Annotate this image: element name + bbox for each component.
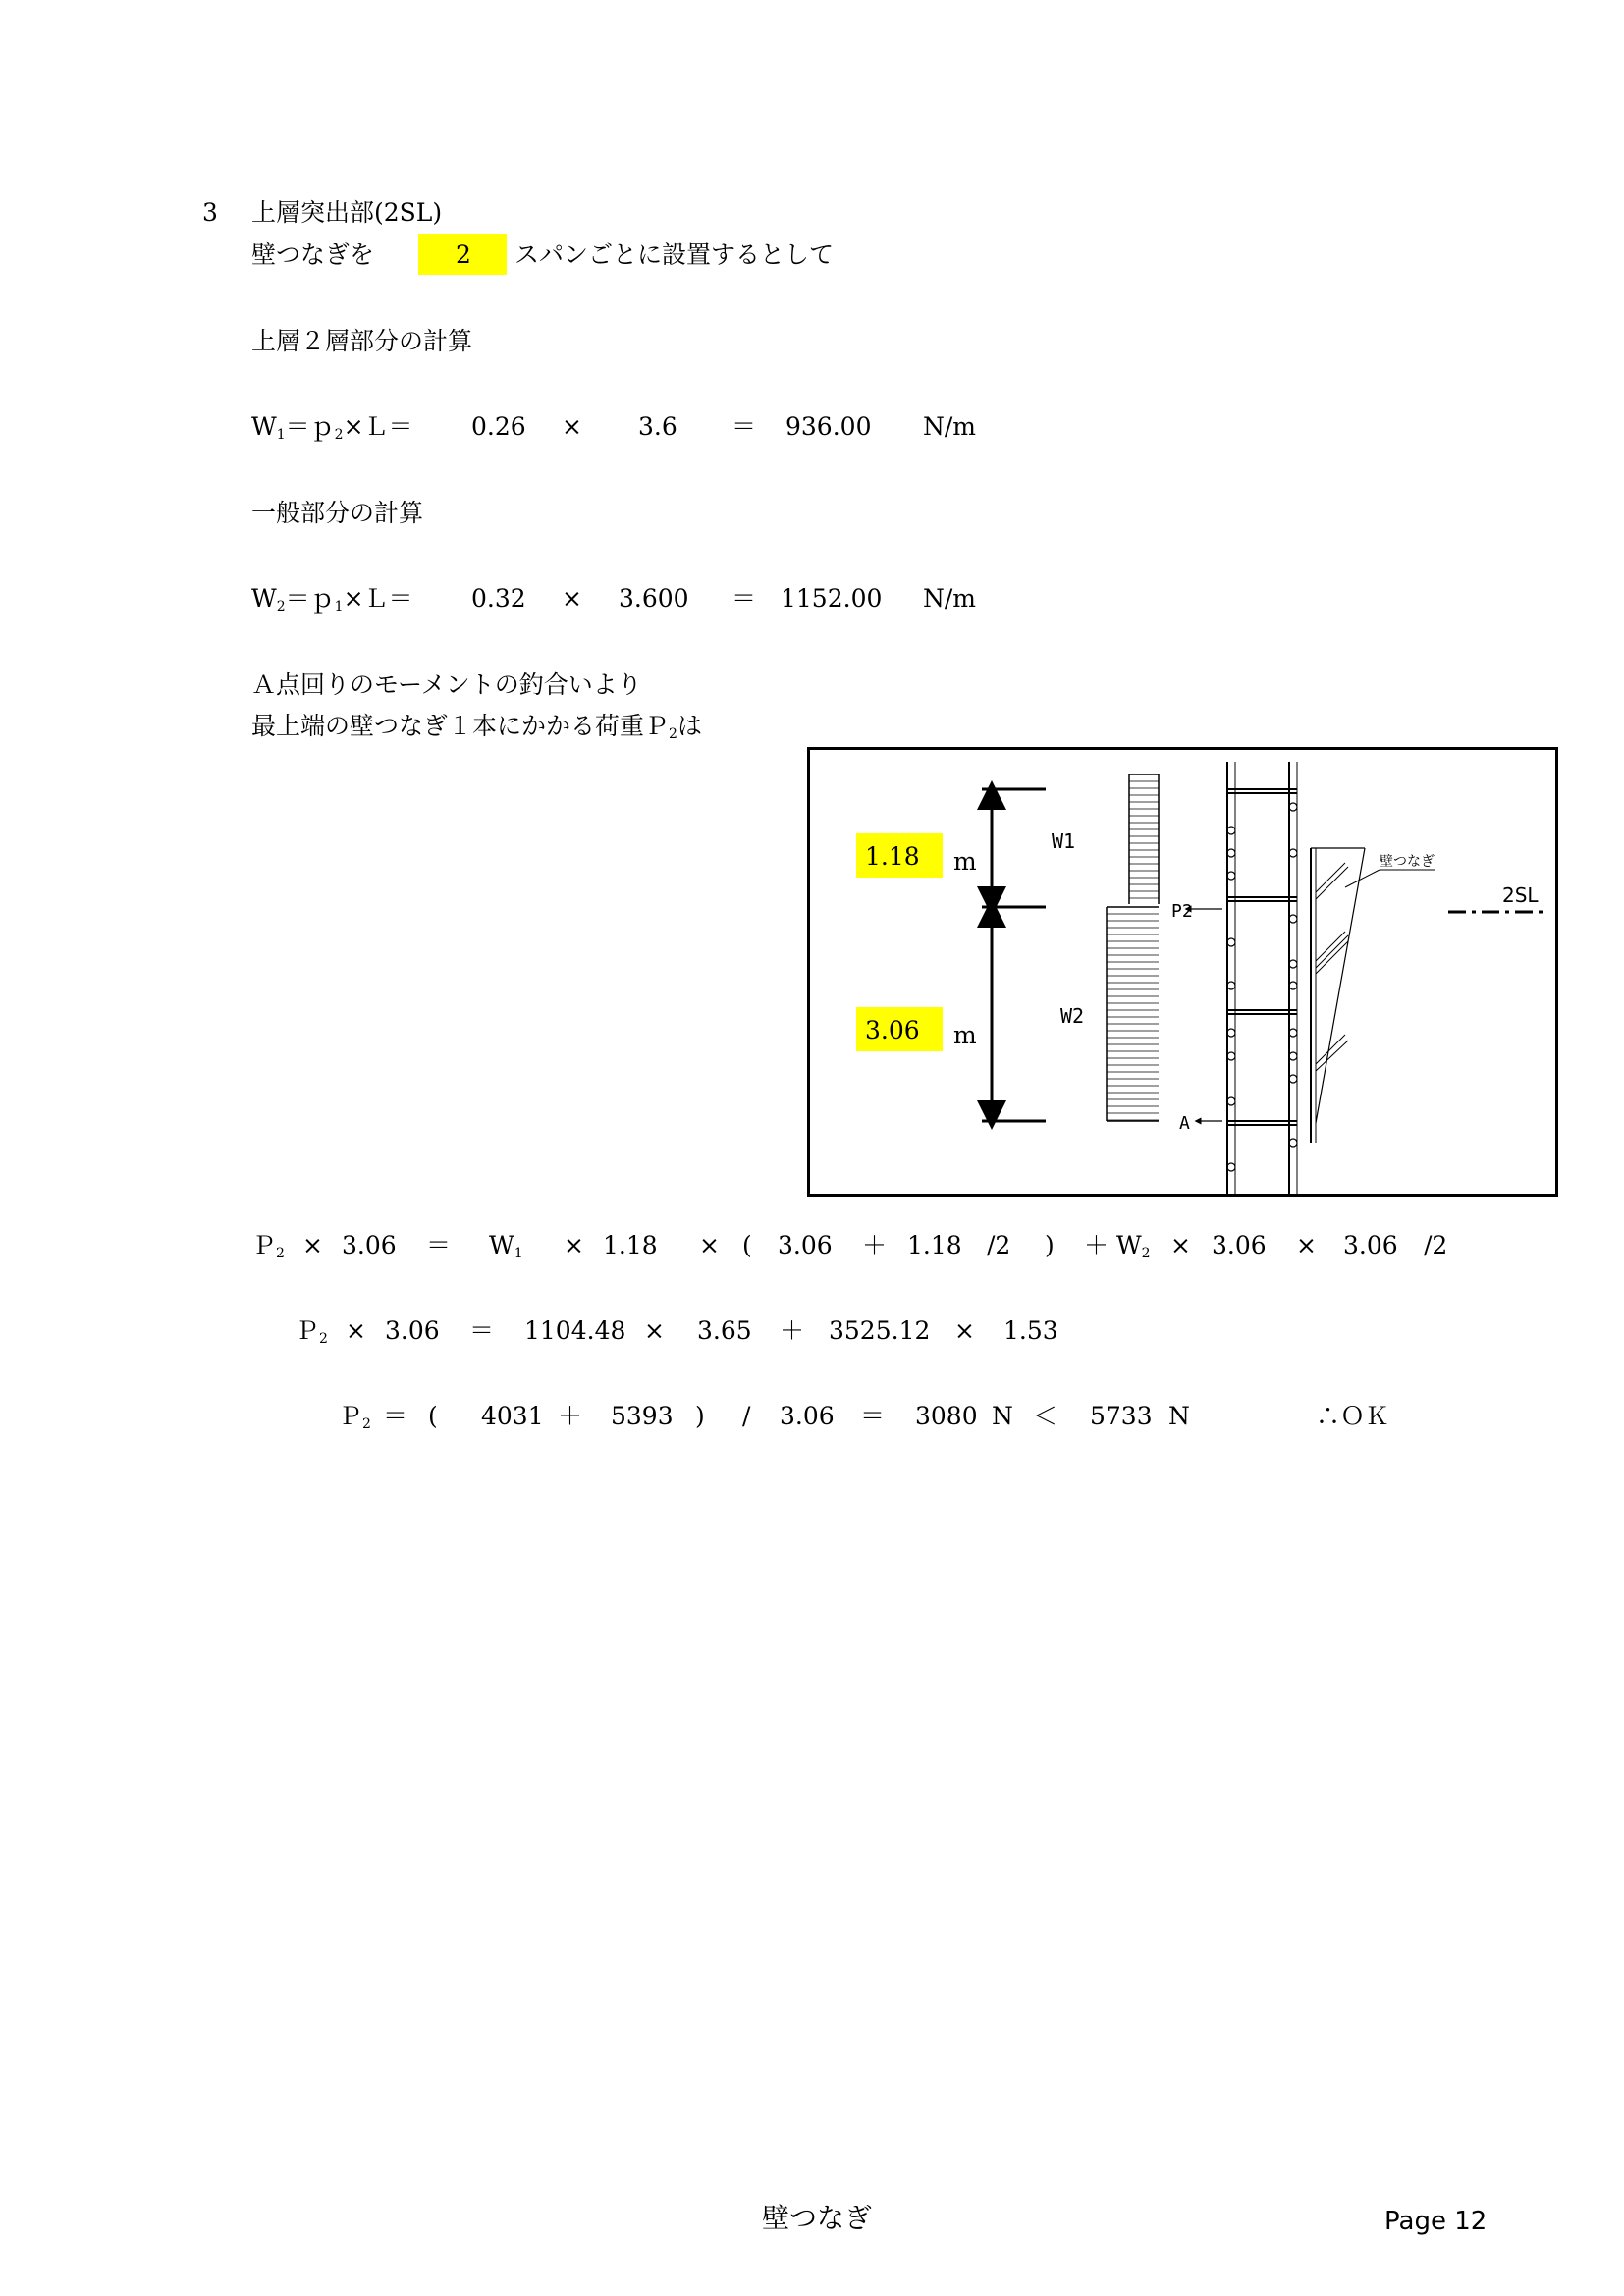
eq3-result: 3080 — [915, 1402, 978, 1430]
eq1-plus: ＋ — [862, 1231, 888, 1259]
scaffold-figure — [807, 747, 1558, 1197]
upper-heading: 上層２層部分の計算 — [251, 327, 473, 355]
eq1-value-4: 1.18 — [907, 1231, 962, 1259]
eq1-value-2: 1.18 — [603, 1231, 658, 1259]
eq3-div: / — [742, 1402, 751, 1430]
w1-label: W1 — [1052, 829, 1076, 853]
eq3-rparen: ) — [695, 1402, 705, 1430]
eq3-lparen: ( — [428, 1402, 438, 1430]
eq1-times-3: × — [699, 1231, 720, 1259]
w1-equals: ＝ — [731, 412, 757, 441]
eq1-plus-w2: ＋ $W_2$ — [1084, 1231, 1151, 1261]
eq2-equals: ＝ — [469, 1316, 495, 1345]
w1-times: × — [562, 412, 582, 441]
load-text: 最上端の壁つなぎ１本にかかる荷重Ｐ$_2$は — [251, 712, 702, 742]
eq1-rparen: ) — [1045, 1231, 1055, 1259]
dim-bottom-value: 3.06 — [865, 1016, 920, 1044]
eq2-value-1: 3.06 — [385, 1316, 440, 1345]
eq3-limit: 5733 — [1090, 1402, 1153, 1430]
dim-top-value: 1.18 — [865, 842, 920, 871]
eq3-value-2: 5393 — [611, 1402, 674, 1430]
w2-factor-b: 3.600 — [619, 584, 689, 613]
eq3-plus: ＋ — [558, 1402, 583, 1430]
scaffold-diagram — [810, 750, 1558, 1197]
w1-formula-lhs: $W_1=p_2\times L=$ — [251, 412, 413, 443]
eq1-times-5: × — [1296, 1231, 1317, 1259]
dim-top-unit: m — [953, 847, 977, 876]
eq1-div2b: /2 — [1424, 1231, 1448, 1259]
wall-tie-label: 壁つなぎ — [1380, 854, 1435, 870]
footer-page-number: Page 12 — [1384, 2207, 1488, 2236]
eq3-p2: Ｐ$_2$ — [338, 1402, 371, 1432]
level-label: 2SL — [1502, 883, 1539, 907]
w2-times: × — [562, 584, 582, 613]
w2-formula-lhs: $W_2=p_1\times L=$ — [251, 584, 413, 614]
eq3-less-than: ＜ — [1033, 1402, 1058, 1430]
eq3-value-1: 4031 — [481, 1402, 544, 1430]
scaffold-ledgers — [1227, 789, 1297, 1125]
w2-unit: N/m — [923, 584, 977, 613]
eq1-times-4: × — [1170, 1231, 1191, 1259]
general-heading: 一般部分の計算 — [251, 499, 424, 527]
eq2-value-5: 1.53 — [1003, 1316, 1058, 1345]
eq1-value-1: 3.06 — [342, 1231, 397, 1259]
eq2-plus: ＋ — [780, 1316, 805, 1345]
intro-prefix: 壁つなぎを — [251, 240, 375, 269]
eq2-times-2: × — [644, 1316, 665, 1345]
eq3-unit: N — [992, 1402, 1013, 1430]
w2-equals: ＝ — [731, 584, 757, 613]
eq1-div2: /2 — [987, 1231, 1011, 1259]
eq1-value-3: 3.06 — [778, 1231, 833, 1259]
section-title: 上層突出部(2SL) — [251, 198, 443, 227]
eq3-equals-2: ＝ — [860, 1402, 886, 1430]
eq1-lparen: ( — [742, 1231, 752, 1259]
moment-text: Ａ点回りのモーメントの釣合いより — [251, 670, 642, 699]
a-label: A — [1179, 1113, 1190, 1134]
w1-factor-a: 0.26 — [471, 412, 526, 441]
intro-suffix: スパンごとに設置するとして — [514, 240, 835, 269]
eq2-value-3: 3.65 — [697, 1316, 752, 1345]
span-count: 2 — [456, 240, 471, 269]
footer-title: 壁つなぎ — [762, 2202, 873, 2234]
eq1-times-1: × — [302, 1231, 323, 1259]
w1-unit: N/m — [923, 412, 977, 441]
eq1-value-6: 3.06 — [1343, 1231, 1398, 1259]
eq3-verdict: ∴ＯＫ — [1316, 1402, 1390, 1430]
eq1-p2: Ｐ$_2$ — [251, 1231, 285, 1261]
p2-label: P2 — [1171, 901, 1193, 922]
eq1-equals: ＝ — [426, 1231, 452, 1259]
eq3-value-3: 3.06 — [780, 1402, 835, 1430]
eq2-times-3: × — [954, 1316, 975, 1345]
eq3-equals: ＝ — [383, 1402, 408, 1430]
eq2-times-1: × — [346, 1316, 366, 1345]
eq1-times-2: × — [564, 1231, 584, 1259]
eq1-w1: $W_1$ — [489, 1231, 523, 1261]
w1-factor-b: 3.6 — [638, 412, 677, 441]
w2-factor-a: 0.32 — [471, 584, 526, 613]
w2-result: 1152.00 — [781, 584, 883, 613]
eq1-value-5: 3.06 — [1212, 1231, 1267, 1259]
eq2-value-4: 3525.12 — [829, 1316, 931, 1345]
w2-label: W2 — [1060, 1004, 1085, 1028]
eq2-value-2: 1104.48 — [524, 1316, 626, 1345]
dim-bottom-unit: m — [953, 1021, 977, 1049]
section-number: 3 — [202, 198, 218, 227]
eq3-unit-2: N — [1168, 1402, 1190, 1430]
w1-result: 936.00 — [785, 412, 872, 441]
w2-load-block — [1107, 907, 1159, 1121]
scaffold-clamps — [1227, 803, 1297, 1171]
eq2-p2: Ｐ$_2$ — [295, 1316, 328, 1347]
